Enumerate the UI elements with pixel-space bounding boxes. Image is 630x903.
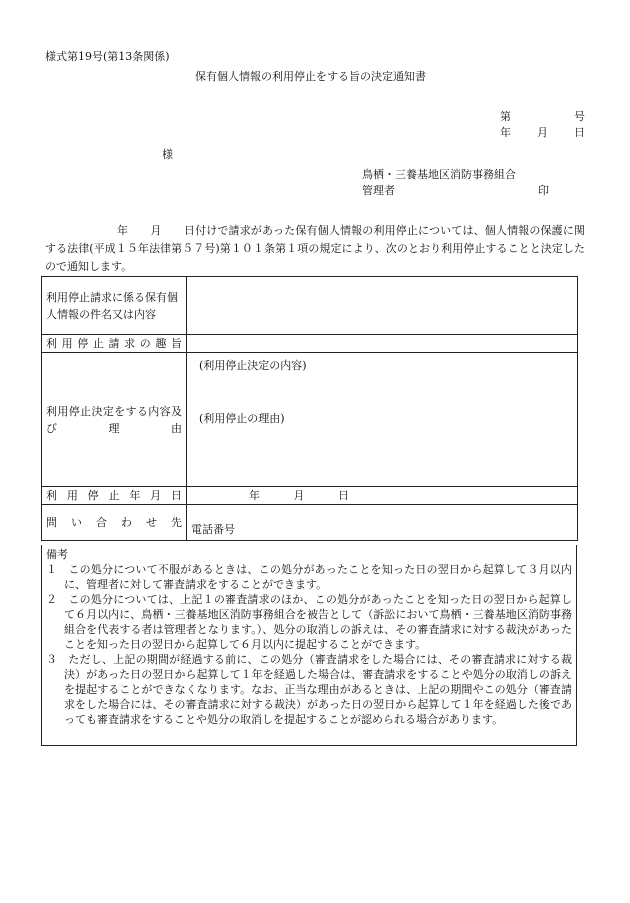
row-label-contact: 問い合わせ先 [42,505,187,541]
decision-table [41,276,578,541]
remarks-heading: 備考 [46,548,68,561]
manager-label: 管理者 [362,184,395,197]
seal-mark: 印 [538,184,549,197]
decision-reason-label: (利用停止の理由) [199,412,285,425]
issue-date [500,126,585,140]
remark-item-2: ２ この処分については、上記１の審査請求のほか、この処分があったことを知った日の翌日から起算して６月以内に、鳥栖・三養基地区消防事務組合を被告として（訴訟において鳥栖・三養基地区消防事務組合を代表する者は管理者となります。）、処分の取消しの訴えは、その審査請求に対する裁決があったことを知った日の翌日から起算して６月以内に提起することができます。 [46,593,572,651]
row-label-decision: 利用停止決定をする内容及び理由 [42,353,187,487]
row-label-purpose: 利用停止請求の趣旨 [42,335,187,353]
issue-year: 年 [500,126,511,139]
document-title: 保有個人情報の利用停止をする旨の決定通知書 [195,70,426,83]
reference-number [500,110,585,124]
ref-go: 号 [574,110,585,123]
row-value-contact [187,505,578,541]
table-row [42,277,578,335]
table-row [42,335,578,353]
row-value-subject [187,277,578,335]
ref-dai: 第 [500,110,511,123]
remark-item-3: ３ ただし、上記の期間が経過する前に、この処分（審査請求をした場合には、その審査請求に対する裁決）があった日の翌日から起算して１年を経過した場合は、審査請求をすることや処分の取消しの訴えを提起することができなくなります。なお、正当な理由があるときは、上記の期間やこの処分（審査請求をした場合には、その審査請求に対する裁決）があった日の翌日から起算して１年を経過した後であっても審査請求をすることや処分の取消しを提起することが認められる場合があります。 [46,653,572,726]
remark-item-1: １ この処分について不服があるときは、この処分があったことを知った日の翌日から起算して３月以内に、管理者に対して審査請求をすることができます。 [46,563,572,591]
row-value-purpose [187,335,578,353]
form-number: 様式第19号(第13条関係) [45,50,170,63]
row-label-date: 利用停止年月日 [42,487,187,505]
row-value-date [187,487,578,505]
table-row [42,353,578,487]
phone-label: 電話番号 [191,523,235,536]
stop-day: 日 [338,489,349,502]
row-value-decision [187,353,578,487]
table-row [42,505,578,541]
body-paragraph: 年 月 日付けで請求があった保有個人情報の利用停止については、個人情報の保護に関する法律(平成１５年法律第５７号)第１０１条第１項の規定により、次のとおり利用停止することと決定したので通知します。 [45,224,585,273]
remarks-box [41,545,577,746]
addressee-sama: 様 [162,148,173,161]
decision-content-label: (利用停止決定の内容) [199,359,307,372]
stop-year: 年 [249,489,260,502]
table-row [42,487,578,505]
issue-day: 日 [574,126,585,139]
row-label-subject: 利用停止請求に係る保有個人情報の件名又は内容 [42,277,187,335]
sender-organization: 鳥栖・三養基地区消防事務組合 [362,168,516,181]
issue-month: 月 [537,126,548,139]
stop-month: 月 [293,489,305,502]
